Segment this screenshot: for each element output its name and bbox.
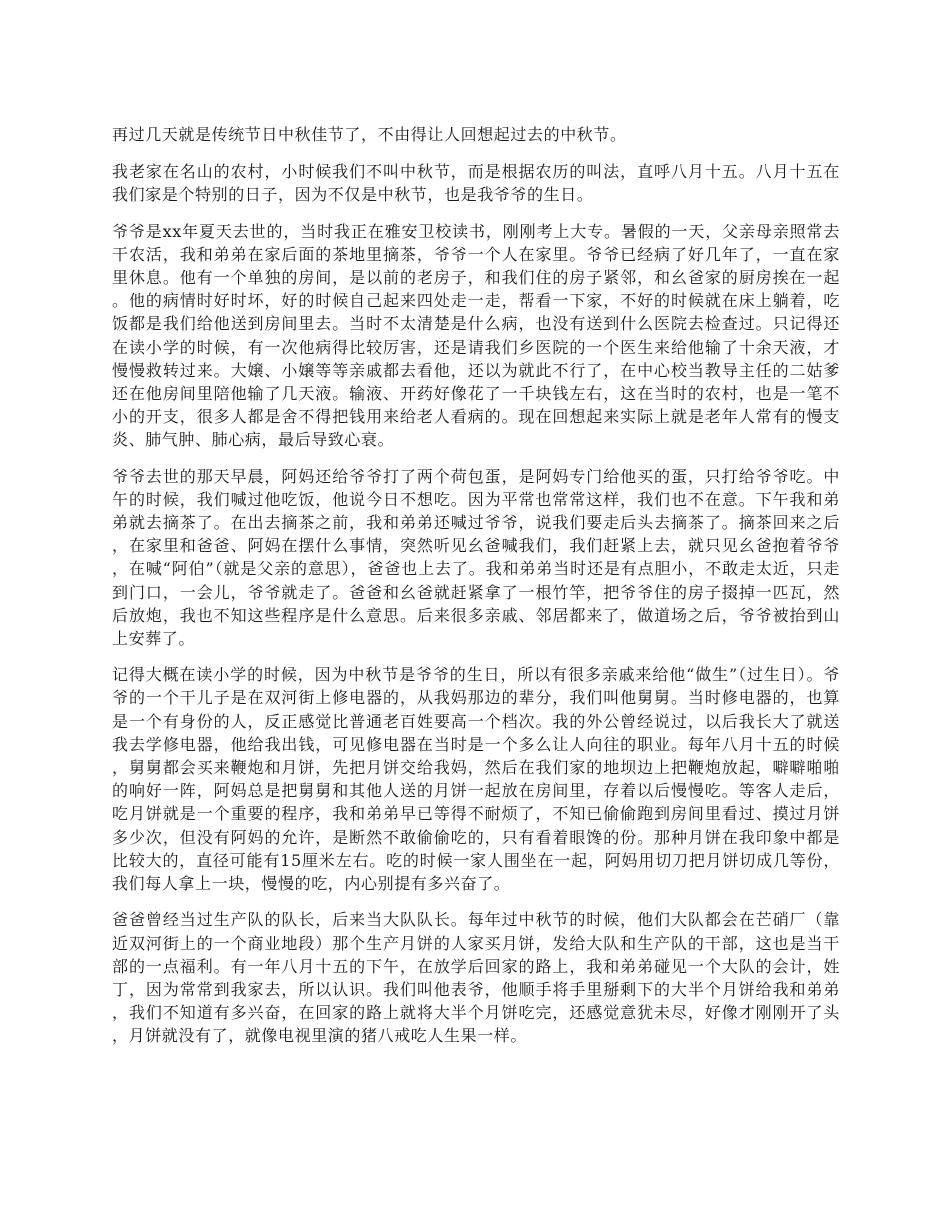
document-body [112,123,840,1061]
paragraph-4: 爷爷去世的那天早晨，阿妈还给爷爷打了两个荷包蛋，是阿妈专门给他买的蛋，只打给爷爷吃。中午的时候，我们喊过他吃饭，他说今日不想吃。因为平常也常常这样，我们也不在意。下午我和弟弟就去摘茶了。在出去摘茶之前，我和弟弟还喊过爷爷，说我们要走后头去摘茶了。摘茶回来之后，在家里和爸爸、阿妈在摆什么事情，突然听见幺爸喊我们，我们赶紧上去，就只见幺爸抱着爷爷，在喊“阿伯”（就是父亲的意思），爸爸也上去了。我和弟弟当时还是有点胆小，不敢走太近，只走到门口，一会儿，爷爷就走了。爸爸和幺爸就赶紧拿了一根竹竿，把爷爷住的房子掇掉一匹瓦，然后放炮，我也不知这些程序是什么意思。后来很多亲戚、邻居都来了，做道场之后，爷爷被抬到山上安葬了。 [112,466,840,649]
paragraph-2: 我老家在名山的农村，小时候我们不叫中秋节，而是根据农历的叫法，直呼八月十五。八月十五在我们家是个特别的日子，因为不仅是中秋节，也是我爷爷的生日。 [112,162,840,205]
paragraph-3: 爷爷是xx年夏天去世的，当时我正在雅安卫校读书，刚刚考上大专。暑假的一天，父亲母亲照常去干农活，我和弟弟在家后面的茶地里摘茶，爷爷一个人在家里。爷爷已经病了好几年了，一直在家里休息。他有一个单独的房间，是以前的老房子，和我们住的房子紧邻，和幺爸家的厨房挨在一起。他的病情时好时坏，好的时候自己起来四处走一走，帮看一下家，不好的时候就在床上躺着，吃饭都是我们给他送到房间里去。当时不太清楚是什么病，也没有送到什么医院去检查过。只记得还在读小学的时候，有一次他病得比较厉害，还是请我们乡医院的一个医生来给他输了十余天液，才慢慢救转过来。大嬢、小嬢等等亲戚都去看他，还以为就此不行了，在中心校当教导主任的二姑爹还在他房间里陪他输了几天液。输液、开药好像花了一千块钱左右，这在当时的农村，也是一笔不小的开支，很多人都是舍不得把钱用来给老人看病的。现在回想起来实际上就是老年人常有的慢支炎、肺气肿、肺心病，最后导致心衰。 [112,221,840,450]
paragraph-1: 再过几天就是传统节日中秋佳节了，不由得让人回想起过去的中秋节。 [112,125,627,144]
paragraph-5: 记得大概在读小学的时候，因为中秋节是爷爷的生日，所以有很多亲戚来给他“做生”（过生日）。爷爷的一个干儿子是在双河街上修电器的，从我妈那边的辈分，我们叫他舅舅。当时修电器的，也算是一个有身份的人，反正感觉比普通老百姓要高一个档次。我的外公曾经说过，以后我长大了就送我去学修电器，他给我出钱，可见修电器在当时是一个多么让人向往的职业。每年八月十五的时候，舅舅都会买来鞭炮和月饼，先把月饼交给我妈，然后在我们家的地坝边上把鞭炮放起，噼噼啪啪的响好一阵，阿妈总是把舅舅和其他人送的月饼一起放在房间里，存着以后慢慢吃。等客人走后，吃月饼就是一个重要的程序，我和弟弟早已等得不耐烦了，不知已偷偷跑到房间里看过、摸过月饼多少次，但没有阿妈的允许，是断然不敢偷偷吃的，只有看着眼馋的份。那种月饼在我印象中都是比较大的，直径可能有15厘米左右。吃的时候一家人围坐在一起，阿妈用切刀把月饼切成几等份，我们每人拿上一块，慢慢的吃，内心别提有多兴奋了。 [112,665,840,894]
paragraph-6: 爸爸曾经当过生产队的队长，后来当大队队长。每年过中秋节的时候，他们大队都会在芒硝厂（靠近双河街上的一个商业地段）那个生产月饼的人家买月饼，发给大队和生产队的干部，这也是当干部的一点福利。有一年八月十五的下午，在放学后回家的路上，我和弟弟碰见一个大队的会计，姓丁，因为常常到我家去，所以认识。我们叫他表爷，他顺手将手里掰剩下的大半个月饼给我和弟弟，我们不知道有多兴奋，在回家的路上就将大半个月饼吃完，还感觉意犹未尽，好像才刚刚开了头，月饼就没有了，就像电视里演的猪八戒吃人生果一样。 [112,910,840,1046]
